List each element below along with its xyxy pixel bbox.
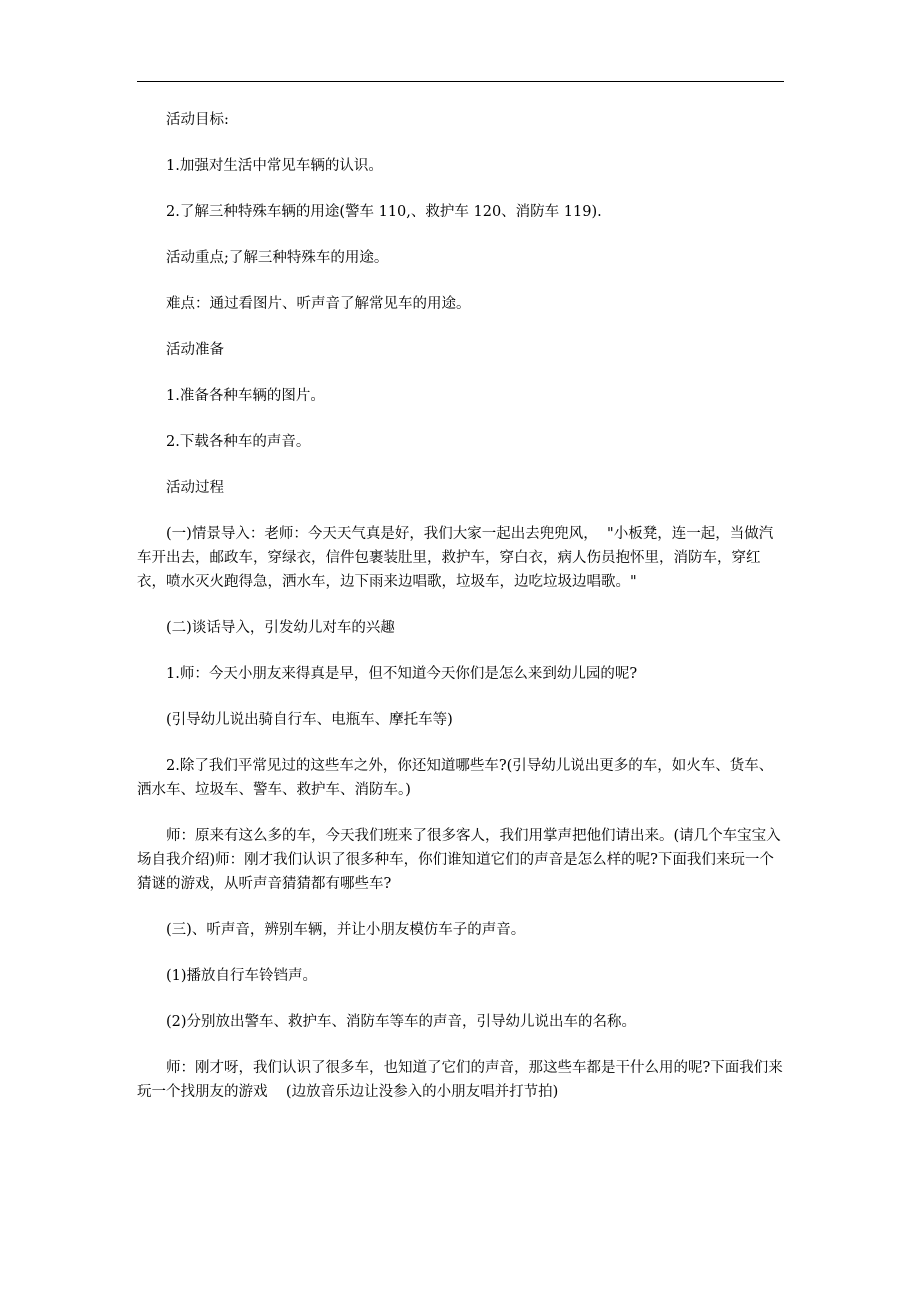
teacher-find-friends: 师：刚才呀，我们认识了很多车，也知道了它们的声音，那这些车都是干什么用的呢?下面我们来玩一个找朋友的游戏 (边放音乐边让没参入的小朋友唱并打节拍) bbox=[137, 1060, 783, 1100]
process-step-2: 2.除了我们平常见过的这些车之外，你还知道哪些车?(引导幼儿说出更多的车，如火车、货车、洒水车、垃圾车、警车、救护车、消防车。) bbox=[137, 758, 774, 798]
header-rule bbox=[137, 81, 784, 82]
teacher-intro-cars: 师：原来有这么多的车，今天我们班来了很多客人，我们用掌声把他们请出来。(请几个车宝宝入场自我介绍)师：刚才我们认识了很多种车，你们谁知道它们的声音是怎么样的呢?下面我们来玩一个猜谜的游戏，从听声音猜猜都有哪些车? bbox=[137, 828, 781, 892]
process-part-1: (一)情景导入：老师：今天天气真是好，我们大家一起出去兜兜风， "小板凳，连一起，当做汽车开出去，邮政车，穿绿衣，信件包裹装肚里，救护车，穿白衣，病人伤员抱怀里，消防车，穿红衣，喷水灭火跑得急，洒水车，边下雨来边唱歌，垃圾车，边吃垃圾边唱歌。" bbox=[137, 526, 774, 590]
process-part-3-heading: (三)、听声音，辨别车辆，并让小朋友模仿车子的声音。 bbox=[166, 922, 526, 938]
goal-item-1: 1.加强对生活中常见车辆的认识。 bbox=[166, 158, 383, 174]
process-step-1: 1.师：今天小朋友来得真是早，但不知道今天你们是怎么来到幼儿园的呢? bbox=[166, 666, 638, 682]
sound-step-2: (2)分别放出警车、救护车、消防车等车的声音，引导幼儿说出车的名称。 bbox=[166, 1014, 637, 1030]
sound-step-1: (1)播放自行车铃铛声。 bbox=[166, 968, 318, 984]
goal-item-2: 2.了解三种特殊车辆的用途(警车 110,、救护车 120、消防车 119). bbox=[166, 204, 602, 220]
heading-activity-process: 活动过程 bbox=[166, 480, 224, 496]
document-body bbox=[137, 108, 784, 1126]
process-part-2-heading: (二)谈话导入，引发幼儿对车的兴趣 bbox=[166, 620, 395, 636]
activity-difficulty: 难点：通过看图片、听声音了解常见车的用途。 bbox=[166, 296, 471, 312]
heading-activity-preparation: 活动准备 bbox=[166, 342, 224, 358]
preparation-item-2: 2.下载各种车的声音。 bbox=[166, 434, 311, 450]
preparation-item-1: 1.准备各种车辆的图片。 bbox=[166, 388, 325, 404]
activity-focus: 活动重点;了解三种特殊车的用途。 bbox=[166, 250, 389, 266]
process-step-1-note: (引导幼儿说出骑自行车、电瓶车、摩托车等) bbox=[166, 712, 453, 728]
heading-activity-goals: 活动目标: bbox=[166, 112, 229, 128]
